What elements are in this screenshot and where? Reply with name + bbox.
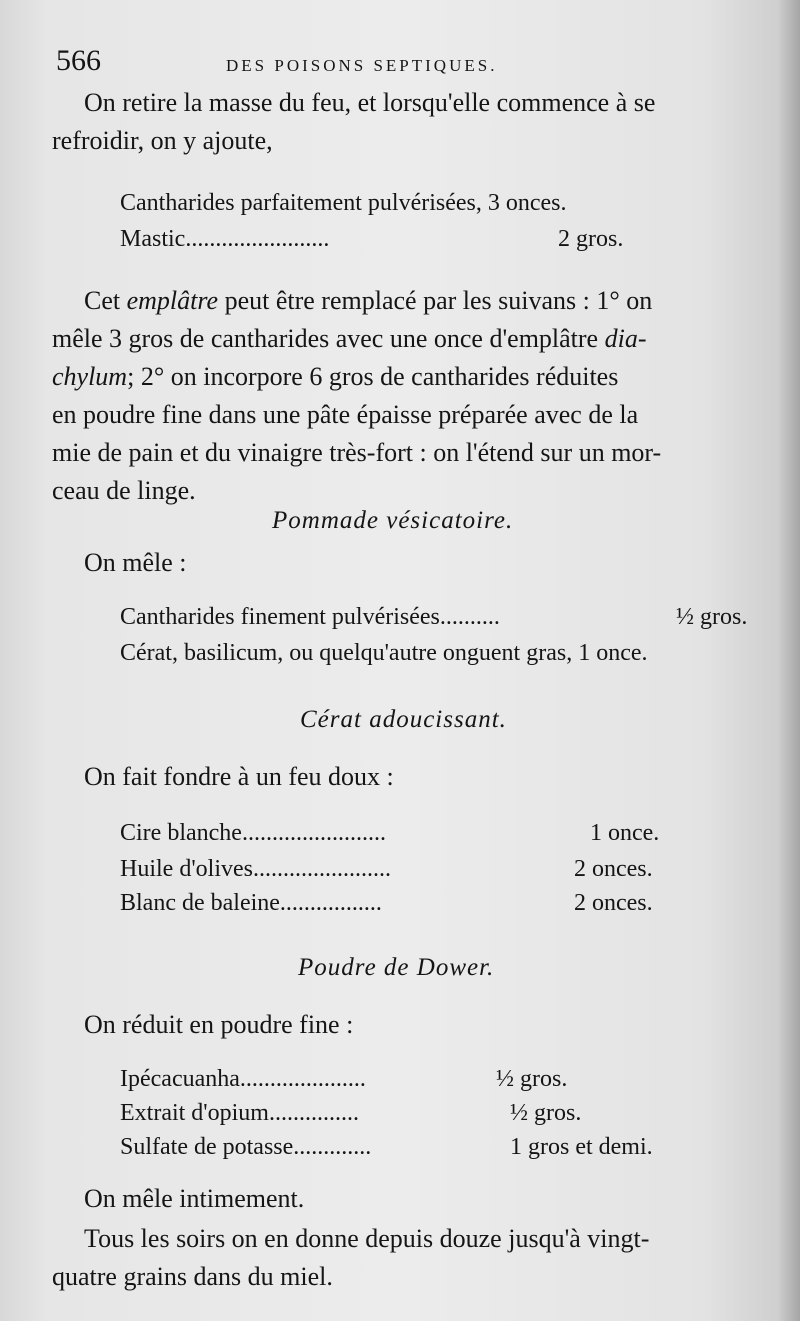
section-intro: On fait fondre à un feu doux : [84, 762, 394, 791]
text-line: refroidir, on y ajoute, [52, 126, 273, 155]
ingredient-quantity: 2 onces. [574, 890, 653, 916]
section-title: Pommade vésicatoire. [272, 507, 514, 534]
section-intro: On mêle : [84, 548, 187, 577]
ingredient-quantity: 2 gros. [558, 226, 624, 252]
section-title: Poudre de Dower. [298, 954, 495, 981]
recipe-line: Cantharides parfaitement pulvérisées, 3 onces. [120, 190, 567, 216]
ingredient-name: Huile d'olives....................... [120, 856, 391, 882]
text-line: Cet emplâtre peut être remplacé par les suivans : 1° on [84, 286, 653, 315]
ingredient-name: Cantharides finement pulvérisées.......... [120, 604, 500, 630]
ingredient-quantity: 1 once. [590, 820, 660, 846]
text-line: ceau de linge. [52, 476, 196, 505]
recipe-line: Cérat, basilicum, ou quelqu'autre onguent gras, 1 once. [120, 640, 648, 666]
ingredient-name: Ipécacuanha..................... [120, 1066, 366, 1092]
ingredient-quantity: 2 onces. [574, 856, 653, 882]
text-line: On retire la masse du feu, et lorsqu'elle commence à se [84, 88, 656, 117]
text-line: mêle 3 gros de cantharides avec une once d'emplâtre dia- [52, 324, 647, 353]
page-number: 566 [56, 44, 101, 77]
section-title: Cérat adoucissant. [300, 706, 507, 733]
running-head: DES POISONS SEPTIQUES. [226, 56, 498, 75]
ingredient-quantity: ½ gros. [496, 1066, 568, 1092]
text-line: Tous les soirs on en donne depuis douze jusqu'à vingt- [84, 1224, 650, 1253]
recipe-line [120, 226, 329, 253]
text-line: mie de pain et du vinaigre très-fort : on l'étend sur un mor- [52, 438, 662, 467]
ingredient-quantity: ½ gros. [676, 604, 748, 630]
page-header [56, 44, 756, 84]
ingredient-quantity: 1 gros et demi. [510, 1134, 653, 1160]
section-intro: On réduit en poudre fine : [84, 1010, 354, 1039]
closing-line: On mêle intimement. [84, 1184, 305, 1213]
ingredient-name: Blanc de baleine................. [120, 890, 382, 916]
ingredient-name: Extrait d'opium............... [120, 1100, 359, 1126]
text-line: en poudre fine dans une pâte épaisse préparée avec de la [52, 400, 639, 429]
ingredient-quantity: ½ gros. [510, 1100, 582, 1126]
ingredient-name: Cire blanche........................ [120, 820, 386, 846]
text-line: chylum; 2° on incorpore 6 gros de cantharides réduites [52, 362, 619, 391]
ingredient-name: Mastic........................ [120, 226, 330, 252]
ingredient-name: Sulfate de potasse............. [120, 1134, 372, 1160]
text-line: quatre grains dans du miel. [52, 1262, 333, 1291]
